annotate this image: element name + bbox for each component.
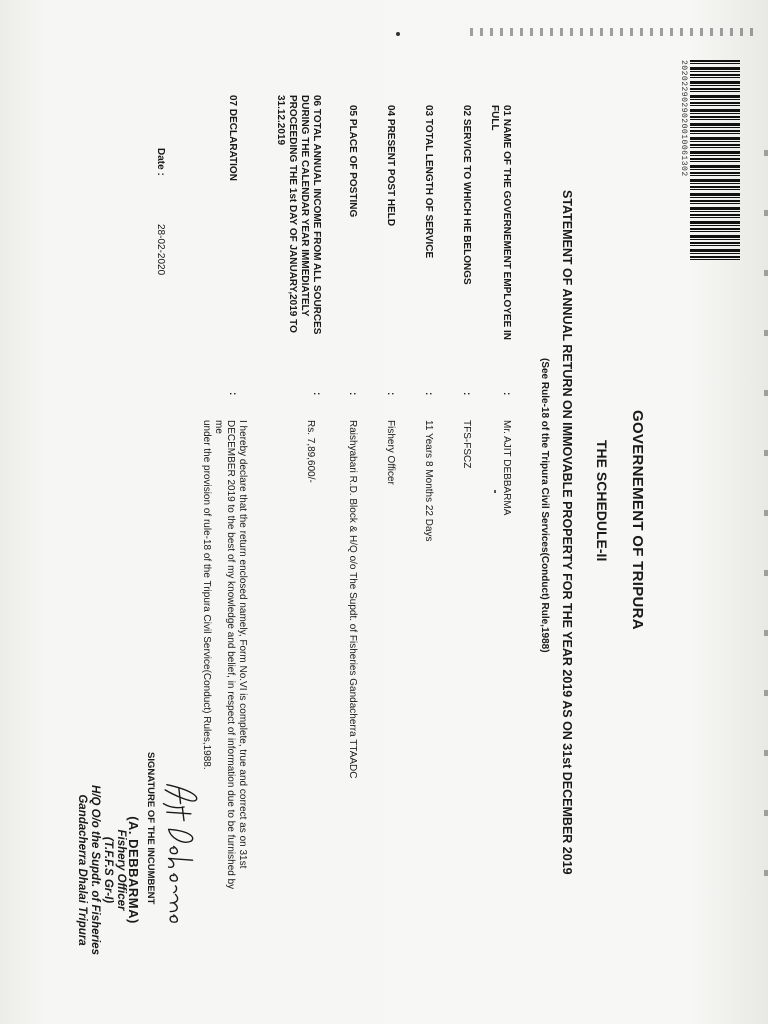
row-02-label-line: 02 SERVICE TO WHICH HE BELONGS xyxy=(461,105,472,285)
row-01-label-line: 01 NAME OF THE GOVERNEMENT EMPLOYEE IN xyxy=(501,105,512,341)
service-length-value: 11 Years 8 Months 22 Days xyxy=(423,420,434,542)
row-02-label xyxy=(460,105,472,285)
stamp-line: (A. DEBBARMA) xyxy=(126,816,141,924)
row-04-label xyxy=(384,105,396,226)
row-05-colon: : xyxy=(347,392,358,396)
posting-place-value: Raishyabari R.D. Block & H/Q o/o The Supdt. of Fisheries Gandacherra TTAADC xyxy=(347,420,358,779)
declaration-line: DECEMBER 2019 to the best of my knowledge and belief, in respect of information due to be furnished by me xyxy=(213,420,236,890)
row-06-label xyxy=(274,95,322,334)
row-03-label-line: 03 TOTAL LENGTH OF SERVICE xyxy=(423,105,434,259)
row-07-label-line: 07 DECLARATION xyxy=(227,95,238,181)
date-label: Date : xyxy=(155,148,166,176)
row-07-label xyxy=(226,95,238,181)
handwritten-signature xyxy=(148,770,208,940)
officer-stamp xyxy=(75,760,140,980)
stamp-line: (T.F.F.S Gr-I) xyxy=(102,836,114,904)
declaration-line: under the provision of rule-18 of the Tripura Civil Service(Conduct) Rules,1988. xyxy=(201,420,212,770)
schedule-title: THE SCHEDULE-II xyxy=(594,440,610,562)
row-05-label xyxy=(346,105,358,217)
row-03-colon: : xyxy=(423,392,434,396)
scan-artifact xyxy=(494,490,496,493)
row-07-colon: : xyxy=(227,392,238,396)
service-value: TFS-FSCZ xyxy=(461,420,472,469)
row-03-label xyxy=(422,105,434,258)
statement-title: STATEMENT OF ANNUAL RETURN ON IMMOVABLE PROPERTY FOR THE YEAR 2019 AS ON 31st DECEMBER 2019 xyxy=(560,190,574,875)
post-held-value: Fishery Officer xyxy=(385,420,396,485)
row-04-colon: : xyxy=(385,392,396,396)
annual-income-value: Rs. 7,89,600/- xyxy=(305,420,316,483)
employee-name-value: Mr. AJIT DEBBARMA xyxy=(501,420,512,516)
government-title: GOVERNEMENT OF TRIPURA xyxy=(629,410,646,630)
row-05-label-line: 05 PLACE OF POSTING xyxy=(347,105,358,218)
rule-reference: (See Rule-18 of the Tripura Civil Services(Conduct) Rule,1988) xyxy=(539,358,550,653)
stamp-line: Gandacherra Dhalai Tripura xyxy=(76,794,88,946)
barcode-number: 2020229029020010061302 xyxy=(679,60,688,177)
declaration-line: I hereby declare that the return enclosed namely, Form No.VI is complete, true and correct as on 31st xyxy=(237,420,248,869)
row-06-colon: : xyxy=(311,392,322,396)
stamp-line: H/Q O/o the Supdt. of Fisheries xyxy=(89,785,101,955)
signature-caption: SIGNATURE OF THE INCUMBENT xyxy=(145,752,156,905)
row-01-label xyxy=(488,105,512,340)
row-01-label-line: FULL xyxy=(489,105,500,131)
row-06-label-line: DURING THE CALENDAR YEAR IMMEDIATELY xyxy=(299,95,310,317)
row-01-colon: : xyxy=(501,392,512,396)
row-04-label-line: 04 PRESENT POST HELD xyxy=(385,105,396,227)
date-value: 28-02-2020 xyxy=(155,224,166,276)
row-06-label-line: 06 TOTAL ANNUAL INCOME FROM ALL SOURCES xyxy=(311,95,322,335)
row-06-label-line: PROCEEDING THE 1st DAY OF JANUARY,2019 TO xyxy=(287,95,298,333)
row-02-colon: : xyxy=(461,392,472,396)
stamp-line: Fishery Officer xyxy=(115,829,127,911)
row-06-label-line: 31.12.2019 xyxy=(275,95,286,146)
